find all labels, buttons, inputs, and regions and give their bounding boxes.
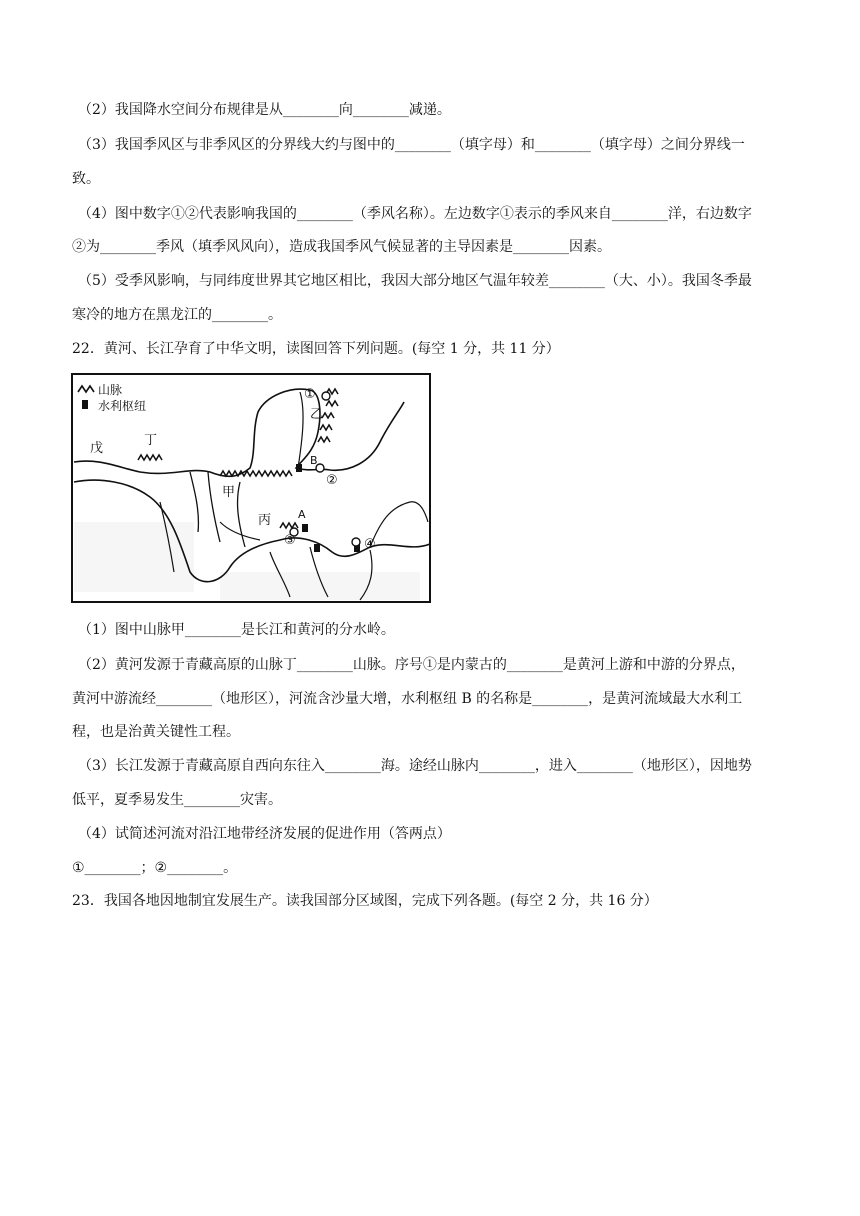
q22-part2-line1: （2）黄河发源于青藏高原的山脉丁________山脉。序号①是内蒙古的________是黄河上游和中游的分界点， bbox=[78, 657, 745, 673]
q22-heading: 22．黄河、长江孕育了中华文明，读图回答下列问题。(每空 1 分，共 11 分） bbox=[72, 341, 560, 357]
q22-part3-line1: （3）长江发源于青藏高原自西向东往入________海。途经山脉内________，进入________（地形区），因地势 bbox=[78, 758, 752, 774]
legend-mountain-label: 山脉 bbox=[98, 383, 123, 397]
q22-part3-line2: 低平，夏季易发生________灾害。 bbox=[72, 792, 282, 808]
marker-1-label: ① bbox=[304, 387, 316, 402]
river-map-figure bbox=[70, 372, 434, 608]
q22-part2-line3: 程，也是治黄关键性工程。 bbox=[72, 724, 240, 740]
q21-part2: （2）我国降水空间分布规律是从________向________减递。 bbox=[78, 102, 451, 118]
dam-B-icon bbox=[296, 464, 302, 472]
marker-4-label: ④ bbox=[364, 537, 376, 552]
point-marker bbox=[322, 392, 330, 400]
marker-3-label: ③ bbox=[284, 533, 296, 548]
label-ding: 丁 bbox=[144, 433, 158, 448]
q21-part3-line2: 致。 bbox=[72, 171, 100, 187]
dam-icon bbox=[314, 544, 320, 552]
label-yi: 乙 bbox=[310, 407, 324, 422]
q21-part4-line2: ②为________季风（填季风风向），造成我国季风气候显著的主导因素是________因素。 bbox=[72, 239, 611, 255]
label-bing: 丙 bbox=[258, 513, 272, 528]
q22-part1: （1）图中山脉甲________是长江和黄河的分水岭。 bbox=[78, 622, 395, 638]
label-jia: 甲 bbox=[222, 485, 236, 500]
label-wu: 戊 bbox=[90, 441, 104, 456]
q21-part5-line2: 寒冷的地方在黑龙江的________。 bbox=[72, 307, 282, 323]
dam-A-icon bbox=[302, 524, 308, 532]
q22-part4-answer: ①________；②________。 bbox=[72, 860, 238, 876]
q21-part3-line1: （3）我国季风区与非季风区的分界线大约与图中的________（填字母）和________（填字母）之间分界线一 bbox=[78, 137, 745, 153]
q22-part4: （4）试简述河流对沿江地带经济发展的促进作用（答两点） bbox=[78, 826, 451, 842]
marker-2-label: ② bbox=[326, 473, 338, 488]
q21-part4-line1: （4）图中数字①②代表影响我国的________（季风名称）。左边数字①表示的季风来自________洋，右边数字 bbox=[78, 206, 752, 222]
label-B: B bbox=[310, 454, 318, 467]
dam-legend-icon bbox=[82, 400, 88, 409]
q21-part5-line1: （5）受季风影响，与同纬度世界其它地区相比，我因大部分地区气温年较差________（大、小）。我国冬季最 bbox=[78, 273, 752, 289]
label-A: A bbox=[298, 508, 306, 521]
q23-heading: 23．我国各地因地制宜发展生产。读我国部分区域图，完成下列各题。(每空 2 分，共 16 分） bbox=[72, 893, 658, 909]
legend-dam-label: 水利枢纽 bbox=[98, 399, 147, 413]
q22-part2-line2: 黄河中游流经________（地形区），河流含沙量大增，水利枢纽 B 的名称是________，是黄河流域最大水利工 bbox=[72, 691, 743, 707]
point-marker bbox=[352, 538, 360, 546]
